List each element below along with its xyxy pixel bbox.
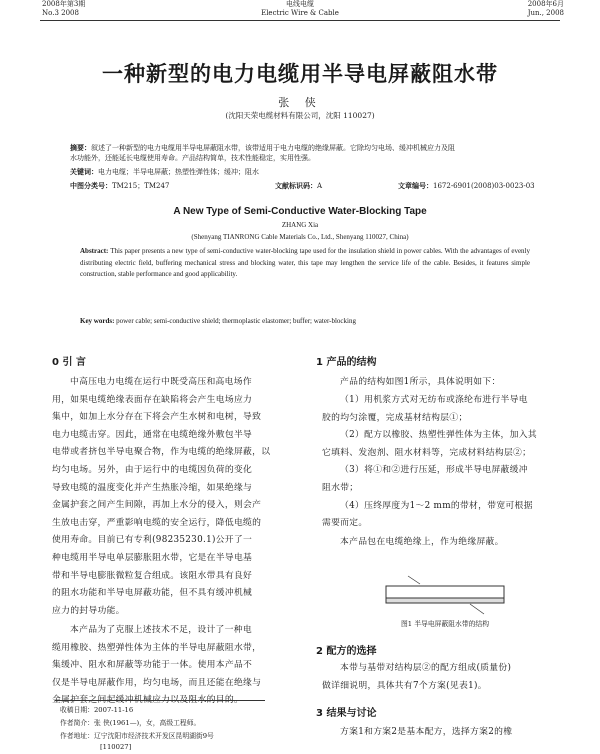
- cn-abstract-line1: 叙述了一种新型的电力电缆用半导电屏蔽阻水带，该带适用于电力电缆的绝缘屏蔽。它除均匀电场、缓冲机械应力及阻: [91, 144, 455, 152]
- doc-code: [275, 180, 375, 192]
- author: 张 侠: [278, 96, 322, 109]
- footnote-received: 收稿日期：2007-11-16: [60, 706, 134, 714]
- cn-keywords-label: 关键词：: [70, 167, 98, 176]
- doc-label: 文献标识码：: [275, 181, 317, 190]
- text-line: 导致电缆的温度变化并产生热胀冷缩，如果绝缘与: [52, 482, 253, 493]
- figure-1-tape-structure: [380, 574, 510, 620]
- text-line: 的阻水功能和半导电屏蔽功能，但不具有缓冲机械: [52, 588, 253, 599]
- paper-title: 一种新型的电力电缆用半导电屏蔽阻水带: [102, 62, 498, 86]
- section-0-heading: 0 引 言: [52, 357, 86, 368]
- affiliation: (沈阳天荣电缆材料有限公司，沈阳 110027): [225, 111, 375, 120]
- en-author: ZHANG Xia: [281, 221, 319, 229]
- text-line: 种电缆用半导电单层膨胀阻水带，它是在半导电基: [52, 552, 253, 563]
- text-line: 集缓冲、阻水和屏蔽等功能于一体。使用本产品不: [52, 660, 253, 671]
- figure-layer-2: [386, 586, 504, 598]
- structure-item-line: （4）压终厚度为1～2 mm的带材，带宽可根据: [340, 500, 533, 511]
- text-line: 应力的封导功能。: [52, 605, 125, 616]
- journal-header: [0, 0, 600, 26]
- figure-1-caption: 图1 半导电屏蔽阻水带的结构: [400, 620, 490, 628]
- en-keywords-text: power cable; semi-conductive shield; thermoplastic elastomer; buffer; water-blocking: [116, 317, 356, 325]
- clc-text: TM215；TM247: [112, 182, 170, 190]
- en-keywords-label: Key words:: [80, 317, 115, 325]
- text-line: 带和半导电膨胀微粒复合组成。该阻水带具有良好: [52, 570, 253, 581]
- figure-layer-1: [386, 598, 504, 603]
- art-label: 文章编号：: [398, 181, 433, 190]
- footnote-bio: 作者简介：张 侠(1961—)，女，高级工程师。: [60, 719, 201, 727]
- section-3-text: 方案1和方案2是基本配方，选择方案2的橡: [340, 727, 513, 737]
- cn-abstract-line2: 水功能外，还能延长电缆使用寿命。产品结构简单，技术性能稳定，实用性强。: [70, 154, 315, 162]
- structure-item-line: （3）将①和②进行压延，形成半导电屏蔽缓冲: [340, 465, 528, 476]
- section-2-heading: 2 配方的选择: [316, 646, 377, 657]
- cn-abstract-label: 摘要：: [70, 143, 91, 152]
- text-line: 集中，如加上水分存在下将会产生水树和电树，导致: [52, 412, 262, 423]
- footnote-address-2: [110027]: [100, 743, 132, 751]
- figure-leader-2: [408, 576, 420, 584]
- text-line: 均匀电场。另外，由于运行中的电缆因负荷的变化: [52, 464, 253, 475]
- en-keywords: [80, 316, 530, 327]
- section-1-intro: 产品的结构如图1所示，具体说明如下：: [340, 377, 501, 387]
- section-1-heading: 1 产品的结构: [316, 357, 377, 368]
- structure-item-line: 阻水带；: [322, 482, 359, 493]
- header-left: 2008年第3期 No.3 2008: [42, 0, 86, 17]
- text-line: 做详细说明，具体共有7个方案(见表1)。: [322, 680, 487, 691]
- en-title: A New Type of Semi-Conductive Water-Blocking Tape: [173, 206, 427, 217]
- figure-leader-1: [470, 604, 484, 614]
- en-abstract: [80, 246, 530, 281]
- structure-item-line: 胶的均匀涂覆，完成基材结构层①；: [322, 412, 468, 423]
- header-right: 2008年6月 Jun., 2008: [527, 0, 564, 17]
- cn-keywords-text: 电力电缆；半导电屏蔽；热塑性弹性体；缓冲；阻水: [98, 168, 259, 176]
- header-center: 电线电缆 Electric Wire & Cable: [261, 0, 339, 17]
- text-line: 电带或者挤包半导电聚合物，作为电缆的绝缘屏蔽，以: [52, 447, 271, 458]
- section-0-para2: [52, 622, 297, 710]
- structure-item-line: 需要而定。: [322, 518, 368, 529]
- structure-item-line: （1）用机浆方式对无纺布或涤纶布进行半导电: [340, 395, 528, 405]
- text-line: 用，如果电缆绝缘表面存在缺陷将会产生电场应力: [52, 394, 253, 405]
- structure-item-line: 它填料、发泡剂、阻水材料等，完成材料结构层②；: [322, 447, 532, 458]
- cn-keywords: [70, 166, 540, 178]
- structure-item-line: （2）配方以橡胶、热塑性弹性体为主体，加入其: [340, 430, 537, 441]
- clc-label: 中图分类号：: [70, 181, 112, 190]
- doc-text: A: [317, 182, 323, 190]
- header-rule: [40, 20, 560, 21]
- section-0-para1: [52, 374, 297, 620]
- text-line: 本产品为了克服上述技术不足，设计了一种电: [70, 625, 252, 635]
- text-line: 电力电缆击穿。因此，通常在电缆绝缘外敷包半导: [52, 429, 253, 440]
- art-text: 1672-6901(2008)03-0023-03: [433, 182, 535, 190]
- footnote-address: 作者地址：辽宁沈阳市经济技术开发区昆明湖街9号: [60, 732, 214, 740]
- text-line: 仅是半导电屏蔽作用，均匀电场，而且还能在绝缘与: [52, 677, 262, 688]
- section-3-heading: 3 结果与讨论: [316, 708, 377, 719]
- text-line: 本带与基带对结构层②的配方组成(质量份): [340, 663, 512, 673]
- en-affiliation: (Shenyang TIANRONG Cable Materials Co., Ltd., Shenyang 110027, China): [191, 233, 409, 241]
- en-abstract-text: This paper presents a new type of semi-conductive water-blocking tape used for the insulation shield in power cables. With the advantages of evenly distributing electric field, buffering mechanical stress and blocking water, this tape may lengthen the service life of the cable. Besides, it features simple construction, stable performance and good applicability.: [80, 247, 530, 278]
- clc-number: [70, 180, 170, 192]
- en-abstract-label: Abstract:: [80, 247, 109, 255]
- footnote-rule: [55, 700, 265, 701]
- text-line: 中高压电力电缆在运行中既受高压和高电场作: [70, 377, 252, 387]
- text-line: 使用寿命。目前已有专利(98235230.1)公开了一: [52, 535, 253, 546]
- article-number: [398, 180, 568, 192]
- section-1-closing: 本产品包在电缆绝缘上，作为绝缘屏蔽。: [340, 537, 504, 547]
- text-line: 金属护套之间产生间隙，再加上水分的侵入，则会产: [52, 500, 262, 511]
- section-1-items: [322, 392, 572, 533]
- section-2-text: [322, 660, 572, 695]
- text-line: 生放电击穿，严重影响电缆的安全运行，降低电缆的: [52, 517, 262, 528]
- text-line: 缆用橡胶、热塑弹性体为主体的半导电屏蔽阻水带，: [52, 642, 262, 653]
- text-line: 金属护套之间起缓冲机械应力以及阻水的目的。: [52, 695, 244, 706]
